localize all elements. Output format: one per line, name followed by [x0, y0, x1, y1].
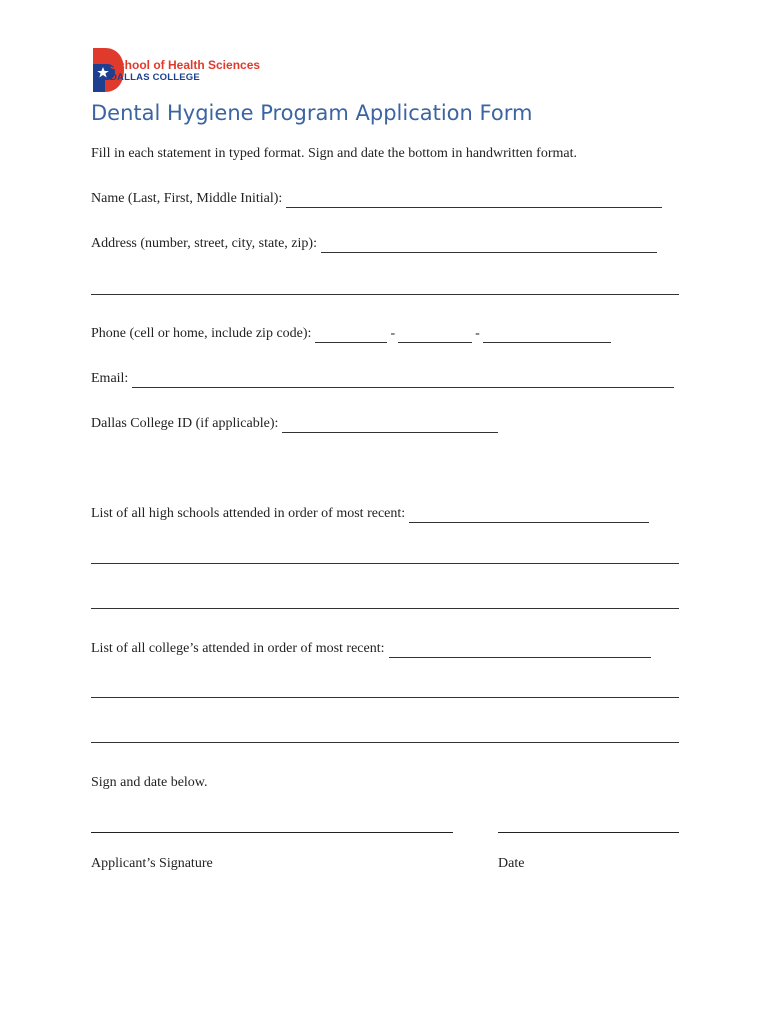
- college-id-row: [91, 415, 498, 433]
- colleges-field-line3[interactable]: [91, 742, 679, 743]
- college-id-field[interactable]: [282, 419, 498, 433]
- logo-text: [110, 58, 260, 84]
- sign-instruction-row: [91, 774, 208, 792]
- address-field[interactable]: [321, 239, 657, 253]
- high-schools-field-line2[interactable]: [91, 563, 679, 564]
- signature-label-row: [91, 855, 213, 873]
- phone-field-number[interactable]: [483, 329, 611, 343]
- email-field[interactable]: [132, 374, 674, 388]
- college-name: DALLAS COLLEGE: [110, 72, 200, 83]
- colleges-row: [91, 640, 651, 658]
- signature-field[interactable]: [91, 832, 453, 833]
- colleges-field-line2[interactable]: [91, 697, 679, 698]
- date-label: Date: [498, 856, 525, 871]
- date-label-row: [498, 855, 524, 873]
- phone-label: Phone (cell or home, include zip code):: [91, 326, 312, 341]
- name-label: Name (Last, First, Middle Initial):: [91, 191, 283, 206]
- address-label: Address (number, street, city, state, zip):: [91, 236, 317, 251]
- address-field-line2[interactable]: [91, 294, 679, 295]
- high-schools-field-line3[interactable]: [91, 608, 679, 609]
- phone-field-area[interactable]: [315, 329, 387, 343]
- date-field[interactable]: [498, 832, 679, 833]
- name-row: [91, 190, 662, 208]
- email-label: Email:: [91, 371, 129, 386]
- high-schools-row: [91, 505, 649, 523]
- college-id-label: Dallas College ID (if applicable):: [91, 416, 279, 431]
- phone-field-prefix[interactable]: [398, 329, 472, 343]
- sign-instruction: Sign and date below.: [91, 775, 208, 790]
- phone-separator: -: [475, 326, 480, 341]
- phone-row: [91, 325, 611, 343]
- signature-label: Applicant’s Signature: [91, 856, 213, 871]
- high-schools-label: List of all high schools attended in order of most recent:: [91, 506, 406, 521]
- phone-separator: -: [390, 326, 396, 341]
- instructions-text: Fill in each statement in typed format. Sign and date the bottom in handwritten format.: [91, 146, 578, 161]
- colleges-label: List of all college’s attended in order of most recent:: [91, 641, 385, 656]
- name-field[interactable]: [286, 194, 662, 208]
- address-row: [91, 235, 657, 253]
- high-schools-field[interactable]: [409, 509, 649, 523]
- colleges-field[interactable]: [389, 644, 651, 658]
- school-name: School of Health Sciences: [110, 58, 261, 72]
- email-row: [91, 370, 674, 388]
- instructions: [91, 145, 577, 163]
- form-title: Dental Hygiene Program Application Form: [91, 101, 533, 125]
